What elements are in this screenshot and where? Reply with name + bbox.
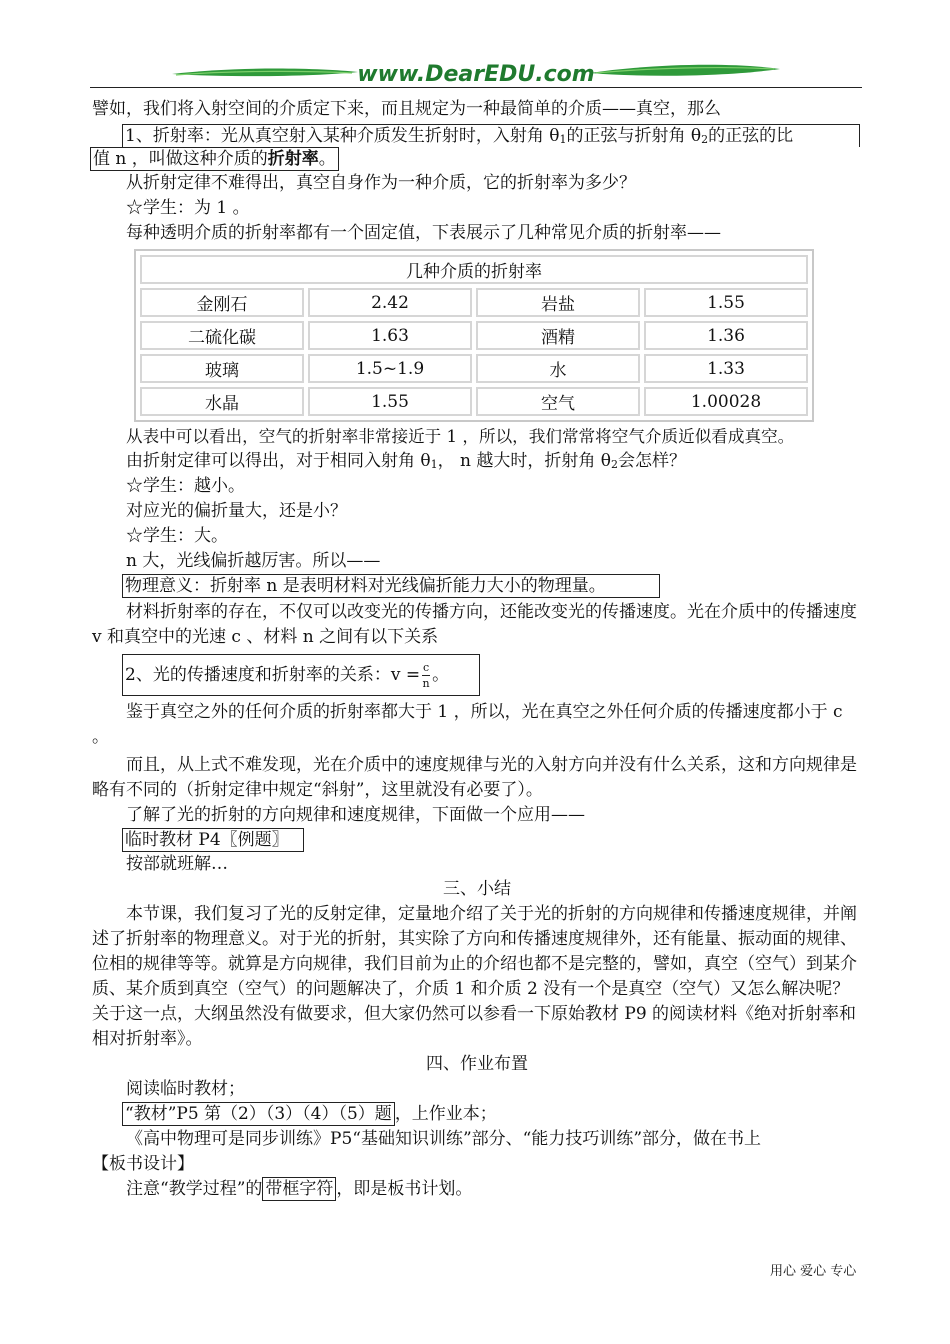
student-answer: ☆学生：为 1 。 xyxy=(126,198,250,218)
paragraph: 从折射定律不难得出，真空自身作为一种介质，它的折射率为多少？ xyxy=(126,173,636,193)
paragraph: 按部就班解… xyxy=(126,854,228,874)
table-row: 二硫化碳 1.63 酒精 1.36 xyxy=(140,321,808,350)
paragraph: 从表中可以看出，空气的折射率非常接近于 1 ，所以，我们常常将空气介质近似看成真空。 xyxy=(126,427,795,446)
site-header-banner xyxy=(90,56,862,90)
question: 由折射定律可以得出，对于相同入射角 $\theta_1$， n 越大时，折射角 $\theta_2$会怎样？ xyxy=(126,451,687,471)
summary-paragraph: 本节课，我们复习了光的反射定律，定量地介绍了关于光的折射的方向规律和传播速度规律，并阐述了折射率的物理意义。对于光的折射，其实除了方向和传播速度规律外，还有能量、振动面的规律、位相的规律等等。就算是方向规律，我们目前为止的介绍也都不是完整的，譬如，真空（空气）到某介质、某介质到真空（空气）的问题解决了，介质 1 和介质 2 没有一个是真空（空气）又怎么解决呢？关于这一点，大纲虽然没有做要求，但大家仍然可以参看一下原始教材 P9 的阅读材料《绝对折射率和相对折射率》。 xyxy=(92,904,857,1049)
question: 对应光的偏折量大，还是小？ xyxy=(126,501,347,521)
speed-relation-box: 2、光的传播速度和折射率的关系：v = $\frac{c}{n}$ 。 xyxy=(122,654,480,696)
refractive-index-table xyxy=(134,249,814,422)
board-design-heading: 【板书设计】 xyxy=(92,1154,194,1174)
footer-motto: 用心 爱心 专心 xyxy=(770,1264,857,1279)
paragraph: 譬如，我们将入射空间的介质定下来，而且规定为一种最简单的介质——真空，那么 xyxy=(92,99,721,119)
paragraph: 鉴于真空之外的任何介质的折射率都大于 1 ，所以，光在真空之外任何介质的传播速度都小于 c 。 xyxy=(92,702,843,747)
physical-meaning-box: 物理意义：折射率 n 是表明材料对光线偏折能力大小的物理量。 xyxy=(122,574,660,598)
example-reference-box: 临时教材 P4〖例题〗 xyxy=(122,828,304,852)
paragraph: 而且，从上式不难发现，光在介质中的速度规律与光的入射方向并没有什么关系，这和方向规律是略有不同的（折射定律中规定“斜射”，这里就没有必要了）。 xyxy=(92,755,857,800)
table-row: 玻璃 1.5~1.9 水 1.33 xyxy=(140,354,808,383)
header-rule xyxy=(90,87,862,88)
site-url: www.DearEDU.com xyxy=(357,62,595,87)
document-body xyxy=(92,97,862,1202)
fraction-c-over-n: $\frac{c}{n}$ xyxy=(422,661,430,690)
student-answer: ☆学生：越小。 xyxy=(126,476,245,496)
table-row: 水晶 1.55 空气 1.00028 xyxy=(140,387,808,416)
paragraph: 材料折射率的存在，不仅可以改变光的传播方向，还能改变光的传播速度。光在介质中的传播速度 v 和真空中的光速 c 、材料 n 之间有以下关系 xyxy=(92,602,857,647)
header-swoosh-graphic xyxy=(90,56,862,90)
section-heading-homework: 四、作业布置 xyxy=(426,1054,528,1074)
homework-item: 《高中物理可是同步训练》P5“基础知识训练”部分、“能力技巧训练”部分，做在书上 xyxy=(126,1129,762,1149)
table-caption: 几种介质的折射率 xyxy=(140,255,808,284)
paragraph: n 大，光线偏折越厉害。所以—— xyxy=(126,551,381,571)
term-refractive-index: 折射率 xyxy=(267,149,319,169)
paragraph: 注意“教学过程”的 带框字符 ，即是板书计划。 xyxy=(126,1179,473,1199)
homework-item: 阅读临时教材； xyxy=(126,1079,245,1099)
student-answer: ☆学生：大。 xyxy=(126,526,228,546)
table-row: 金刚石 2.42 岩盐 1.55 xyxy=(140,288,808,317)
homework-item: “教材”P5 第（2）（3）（4）（5）题 ，上作业本； xyxy=(92,1102,862,1127)
boxed-characters-sample: 带框字符 xyxy=(262,1177,336,1201)
definition-line-2: 值 n ，叫做这种介质的折射率。 xyxy=(90,147,339,171)
definition-refractive-index-box: 1、折射率：光从真空射入某种介质发生折射时，入射角 $\theta_1$的正弦与折射角 $\theta_2$的正弦的比 xyxy=(122,124,862,147)
paragraph: 了解了光的折射的方向规律和速度规律，下面做一个应用—— xyxy=(126,805,585,825)
paragraph: 每种透明介质的折射率都有一个固定值，下表展示了几种常见介质的折射率—— xyxy=(126,223,721,243)
section-heading-summary: 三、小结 xyxy=(443,879,511,899)
homework-textbook-box: “教材”P5 第（2）（3）（4）（5）题 xyxy=(122,1102,395,1126)
